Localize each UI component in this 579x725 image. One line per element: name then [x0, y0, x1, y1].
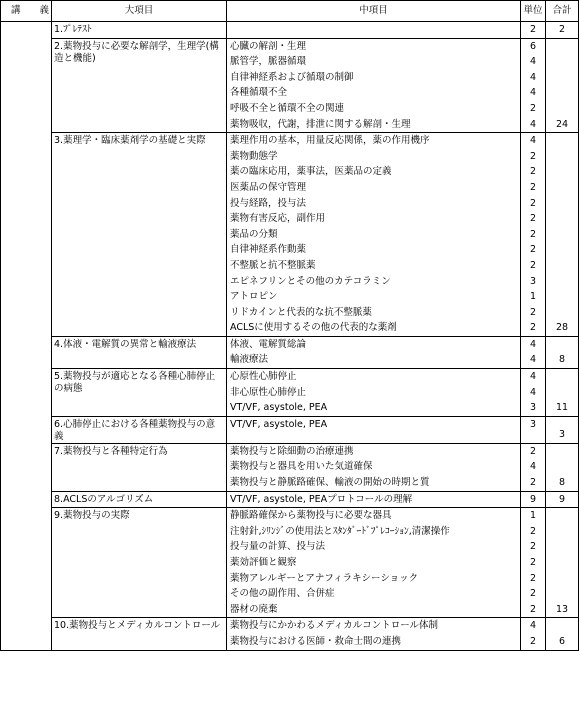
table-row [1, 133, 579, 149]
table-row [1, 618, 579, 634]
unit-cell: 4 [521, 85, 546, 101]
total-cell: 8 [546, 336, 579, 368]
unit-cell: 2 [521, 475, 546, 491]
table-row [1, 22, 579, 39]
unit-cell: 3 [521, 274, 546, 290]
middle-item-cell: 薬物投与にかかわるメディカルコントロール体制 [227, 618, 521, 634]
unit-cell: 2 [521, 320, 546, 336]
middle-item-cell: 心臓の解剖・生理 [227, 38, 521, 54]
unit-cell: 4 [521, 70, 546, 86]
middle-item-cell: 薬物投与における医師・救命士間の連携 [227, 634, 521, 650]
unit-cell: 4 [521, 352, 546, 368]
middle-item-cell: 薬物アレルギーとアナフィラキシーショック [227, 571, 521, 587]
unit-cell: 2 [521, 196, 546, 212]
middle-item-cell: 薬物投与と器具を用いた気道確保 [227, 459, 521, 475]
major-item-cell: 4.体液・電解質の異常と輸液療法 [52, 336, 227, 368]
middle-item-cell: 非心原性心肺停止 [227, 385, 521, 401]
total-cell: 13 [546, 508, 579, 618]
unit-cell: 4 [521, 117, 546, 133]
unit-cell: 2 [521, 258, 546, 274]
total-cell: 11 [546, 369, 579, 417]
middle-item-cell: 呼吸不全と循環不全の関連 [227, 101, 521, 117]
middle-item-cell: 心原性心肺停止 [227, 369, 521, 385]
unit-cell: 2 [521, 602, 546, 618]
major-item-cell: 8.ACLSのアルゴリズム [52, 491, 227, 508]
header-middle-item: 中項目 [227, 1, 521, 22]
unit-cell: 2 [521, 524, 546, 540]
middle-item-cell: 各種循環不全 [227, 85, 521, 101]
middle-item-cell: その他の副作用、合併症 [227, 586, 521, 602]
total-cell: 8 [546, 443, 579, 491]
unit-cell: 4 [521, 54, 546, 70]
middle-item-cell: 静脈路確保から薬物投与に必要な器具 [227, 508, 521, 524]
table-row [1, 491, 579, 508]
unit-cell: 9 [521, 491, 546, 508]
middle-item-cell: 医薬品の保守管理 [227, 180, 521, 196]
unit-cell: 4 [521, 133, 546, 149]
middle-item-cell: VT/VF, asystole, PEA [227, 416, 521, 443]
major-item-cell: 5.薬物投与が適応となる各種心肺停止の病態 [52, 369, 227, 417]
unit-cell: 2 [521, 149, 546, 165]
table-row [1, 369, 579, 385]
table-body [1, 22, 579, 651]
total-cell: 6 [546, 618, 579, 650]
unit-cell: 2 [521, 211, 546, 227]
unit-cell: 4 [521, 459, 546, 475]
middle-item-cell: 脈管学，脈器循環 [227, 54, 521, 70]
header-unit: 単位 [521, 1, 546, 22]
unit-cell: 4 [521, 385, 546, 401]
middle-item-cell: 不整脈と抗不整脈薬 [227, 258, 521, 274]
middle-item-cell: 薬の臨床応用，薬事法，医薬品の定義 [227, 164, 521, 180]
table-row [1, 336, 579, 352]
middle-item-cell: 薬物投与と除細動の治療連携 [227, 443, 521, 459]
unit-cell: 3 [521, 400, 546, 416]
table-row [1, 38, 579, 54]
unit-cell: 2 [521, 443, 546, 459]
unit-cell: 2 [521, 305, 546, 321]
table-row [1, 443, 579, 459]
total-cell: 9 [546, 491, 579, 508]
major-item-cell: 6.心肺停止における各種薬物投与の意義 [52, 416, 227, 443]
unit-cell: 2 [521, 586, 546, 602]
middle-item-cell: 薬効評価と観察 [227, 555, 521, 571]
total-cell: 28 [546, 133, 579, 337]
total-cell: 2 [546, 22, 579, 39]
unit-cell: 6 [521, 38, 546, 54]
total-cell: 24 [546, 38, 579, 133]
major-item-cell: 1.ﾌﾟﾚﾃｽﾄ [52, 22, 227, 39]
header-total: 合計 [546, 1, 579, 22]
middle-item-cell: アトロピン [227, 289, 521, 305]
middle-item-cell: 投与経路，投与法 [227, 196, 521, 212]
unit-cell: 2 [521, 180, 546, 196]
middle-item-cell: 薬物有害反応，副作用 [227, 211, 521, 227]
unit-cell: 2 [521, 164, 546, 180]
middle-item-cell: 薬物吸収，代謝，排泄に関する解剖・生理 [227, 117, 521, 133]
total-cell: 3 [546, 416, 579, 443]
unit-cell: 4 [521, 618, 546, 634]
middle-item-cell: 自律神経系作動薬 [227, 242, 521, 258]
middle-item-cell: 薬物投与と静脈路確保、輸液の開始の時期と質 [227, 475, 521, 491]
major-item-cell: 10.薬物投与とメディカルコントロール [52, 618, 227, 650]
middle-item-cell: VT/VF, asystole, PEA [227, 400, 521, 416]
middle-item-cell: 投与量の計算、投与法 [227, 539, 521, 555]
lecture-cell [1, 22, 52, 651]
middle-item-cell: 自律神経系および循環の制御 [227, 70, 521, 86]
unit-cell: 4 [521, 336, 546, 352]
middle-item-cell: VT/VF, asystole, PEAプロトコールの理解 [227, 491, 521, 508]
header-major-item: 大項目 [52, 1, 227, 22]
unit-cell: 4 [521, 369, 546, 385]
major-item-cell: 2.薬物投与に必要な解剖学，生理学(構造と機能) [52, 38, 227, 133]
middle-item-cell: 体液、電解質総論 [227, 336, 521, 352]
major-item-cell: 9.薬物投与の実際 [52, 508, 227, 618]
unit-cell: 1 [521, 508, 546, 524]
middle-item-cell: ACLSに使用するその他の代表的な薬剤 [227, 320, 521, 336]
major-item-cell: 7.薬物投与と各種特定行為 [52, 443, 227, 491]
unit-cell: 2 [521, 227, 546, 243]
middle-item-cell: 薬物動態学 [227, 149, 521, 165]
unit-cell: 2 [521, 101, 546, 117]
major-item-cell: 3.薬理学・臨床薬剤学の基礎と実際 [52, 133, 227, 337]
unit-cell: 2 [521, 571, 546, 587]
table-row [1, 416, 579, 443]
middle-item-cell: 器材の廃棄 [227, 602, 521, 618]
middle-item-cell: 注射針,ｼﾘﾝｼﾞの使用法とｽﾀﾝﾀﾞｰﾄﾞﾌﾟﾚｺｰｼｮﾝ,清潔操作 [227, 524, 521, 540]
middle-item-cell: エピネフリンとその他のカテコラミン [227, 274, 521, 290]
header-row [1, 1, 579, 22]
middle-item-cell: 薬品の分類 [227, 227, 521, 243]
middle-item-cell: 薬理作用の基本，用量反応関係，薬の作用機序 [227, 133, 521, 149]
table-row [1, 508, 579, 524]
unit-cell: 2 [521, 242, 546, 258]
unit-cell: 2 [521, 634, 546, 650]
unit-cell: 2 [521, 555, 546, 571]
middle-item-cell: リドカインと代表的な抗不整脈薬 [227, 305, 521, 321]
middle-item-cell [227, 22, 521, 39]
unit-cell: 1 [521, 289, 546, 305]
header-lecture: 講 義 [1, 1, 52, 22]
unit-cell: 2 [521, 22, 546, 39]
unit-cell: 2 [521, 539, 546, 555]
unit-cell: 3 [521, 416, 546, 443]
middle-item-cell: 輸液療法 [227, 352, 521, 368]
